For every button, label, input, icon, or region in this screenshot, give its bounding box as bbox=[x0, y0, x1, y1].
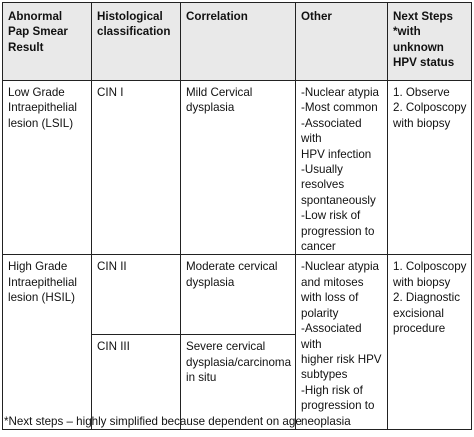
lsil-row bbox=[3, 81, 472, 255]
cell-line: with biopsy bbox=[393, 275, 451, 289]
pap-smear-table bbox=[2, 2, 472, 430]
cell-line: progression to bbox=[301, 224, 375, 238]
cell-line: -Nuclear atypia bbox=[301, 86, 379, 99]
cell-line: cancer bbox=[301, 240, 336, 254]
lsil-next-steps-cell bbox=[388, 81, 472, 255]
header-line: Result bbox=[8, 40, 44, 54]
cell-line: procedure bbox=[393, 322, 446, 336]
lsil-result-cell bbox=[3, 81, 92, 255]
header-line: unknown bbox=[393, 40, 444, 54]
hsil-other-cell bbox=[296, 255, 388, 429]
header-line: Histological bbox=[97, 10, 163, 23]
cell-line: Severe cervical bbox=[186, 340, 266, 354]
cell-line: polarity bbox=[301, 306, 339, 320]
lsil-correlation-cell bbox=[181, 81, 296, 255]
cell-line: and mitoses bbox=[301, 275, 364, 289]
cell-line: -Nuclear atypia bbox=[301, 260, 379, 274]
header-line: Abnormal bbox=[8, 10, 63, 23]
cell-line: dysplasia bbox=[186, 275, 235, 289]
cell-line: -High risk of bbox=[301, 383, 363, 397]
cell-line: 2. Colposcopy bbox=[393, 101, 467, 115]
cell-line: CIN III bbox=[97, 340, 130, 354]
header-line: Other bbox=[301, 10, 332, 23]
cell-line: neoplasia bbox=[301, 414, 351, 428]
cell-line: subtypes bbox=[301, 368, 348, 382]
cell-line: 2. Diagnostic bbox=[393, 291, 461, 305]
cell-line: -Low risk of bbox=[301, 209, 361, 223]
header-next-steps bbox=[388, 3, 472, 81]
cell-line: -Most common bbox=[301, 101, 378, 115]
header-line: Next Steps bbox=[393, 10, 453, 23]
cell-line: Mild Cervical bbox=[186, 86, 253, 99]
header-correlation bbox=[181, 3, 296, 81]
cell-line: excisional bbox=[393, 306, 444, 320]
cell-line: -Associated with bbox=[301, 322, 362, 351]
cell-line: with biopsy bbox=[393, 116, 451, 130]
cell-line: Intraepithelial bbox=[8, 275, 77, 289]
header-line: Correlation bbox=[186, 10, 248, 23]
hsil-result-cell bbox=[3, 255, 92, 429]
cell-line: resolves bbox=[301, 178, 345, 192]
cell-line: CIN II bbox=[97, 260, 127, 274]
cell-line: dysplasia/carcinoma bbox=[186, 355, 292, 369]
lsil-other-cell bbox=[296, 81, 388, 255]
lsil-cin-cell bbox=[92, 81, 181, 255]
header-row bbox=[3, 3, 472, 81]
header-histology bbox=[92, 3, 181, 81]
hsil-next-steps-cell bbox=[388, 255, 472, 429]
cell-line: lesion (LSIL) bbox=[8, 116, 74, 130]
header-line: *with bbox=[393, 25, 421, 39]
header-line: Pap Smear bbox=[8, 25, 68, 39]
cell-line: Intraepithelial bbox=[8, 101, 77, 115]
cell-line: CIN I bbox=[97, 86, 124, 99]
hsil-correlation2-cell bbox=[181, 255, 296, 335]
cell-line: with loss of bbox=[301, 291, 359, 305]
cell-line: Moderate cervical bbox=[186, 260, 278, 274]
cell-line: -Associated with bbox=[301, 116, 362, 146]
cell-line: progression to bbox=[301, 399, 375, 413]
footnote: *Next steps – highly simplified because dependent on age bbox=[4, 415, 302, 428]
cell-line: Low Grade bbox=[8, 86, 65, 99]
cell-line: higher risk HPV bbox=[301, 352, 382, 366]
hsil-row-cin2 bbox=[3, 255, 472, 335]
cell-line: HPV infection bbox=[301, 147, 372, 161]
cell-line: spontaneously bbox=[301, 193, 376, 207]
cell-line: in situ bbox=[186, 371, 217, 385]
header-other bbox=[296, 3, 388, 81]
cell-line: High Grade bbox=[8, 260, 68, 274]
header-result bbox=[3, 3, 92, 81]
cell-line: -Usually bbox=[301, 163, 343, 177]
cell-line: 1. Observe bbox=[393, 86, 450, 99]
header-line: HPV status bbox=[393, 56, 455, 70]
header-line: classification bbox=[97, 25, 171, 39]
cell-line: 1. Colposcopy bbox=[393, 260, 467, 274]
cell-line: lesion (HSIL) bbox=[8, 291, 76, 305]
hsil-cin2-cell bbox=[92, 255, 181, 335]
cell-line: dysplasia bbox=[186, 101, 235, 115]
